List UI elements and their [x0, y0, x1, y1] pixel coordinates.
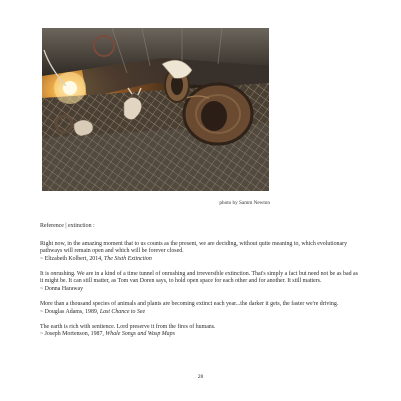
quote-kolbert: [40, 241, 362, 264]
page-number: 28: [197, 374, 204, 380]
quote-adams: [40, 301, 362, 316]
quote-text: Right now, in the amazing moment that to us counts as the present, we are deciding, without quite meaning to, which evolutionary pathways will remain open and which will be forever closed.: [40, 240, 348, 255]
reference-heading: Reference | extinction :: [40, 223, 95, 229]
quote-mortenson: [40, 324, 362, 339]
source-title: The Sixth Extinction: [104, 255, 152, 262]
photo-illustration: [42, 28, 269, 191]
quote-source: ~ Elizabeth Kolbert, 2014, The Sixth Extinction: [40, 255, 152, 262]
quote-source: ~ Donna Haraway: [40, 286, 84, 293]
quote-text: The earth is rich with sentience. Lord preserve it from the fires of humans.: [40, 323, 216, 330]
quote-text: More than a thousand species of animals and plants are becoming extinct each year...the darker it gets, the faster we're driving.: [40, 301, 339, 308]
reference-section: [40, 223, 362, 347]
photo-animal-skulls-on-grate: [42, 28, 269, 191]
quote-haraway: [40, 271, 362, 294]
photo-credit: photo by Samm Newton: [219, 200, 270, 206]
quote-source: ~ Joseph Mortenson, 1987, Whale Songs and Wasp Maps: [40, 331, 175, 338]
source-title: Whale Songs and Wasp Maps: [105, 331, 175, 338]
quote-text: It is onrushing. We are in a kind of a time tunnel of onrushing and irreversible extinction. That's simply a fact but need not be as bad as it might be. It can still matter, as Tom van Doren says, to hold open space for each other and for another. It still matters.: [40, 270, 358, 285]
quote-source: ~ Douglas Adams, 1989, Last Chance to See: [40, 308, 146, 315]
source-title: Last Chance to See: [99, 308, 146, 315]
